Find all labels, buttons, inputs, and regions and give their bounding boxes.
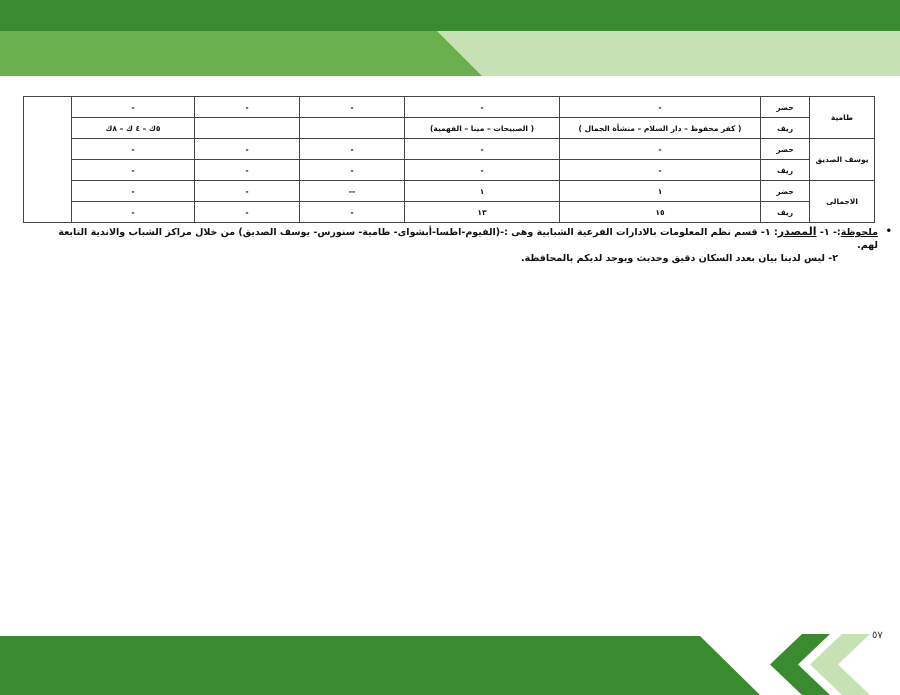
note-line-1 [48,225,878,252]
header-band-dark [0,0,900,31]
table-cell: - [72,202,195,223]
table-cell: - [300,97,405,118]
area-type-cell: ريف [761,118,810,139]
table-cell: - [405,97,560,118]
table-cell: - [300,202,405,223]
footer-band-dark [0,636,760,695]
notes-block [48,225,892,265]
table-cell: ( كفر محفوظ – دار السلام – منشأة الجمال ) [560,118,761,139]
table-cell: - [195,160,300,181]
table-cell: ٥ك – ٤ ك – ٨ك [72,118,195,139]
table-cell: - [560,160,761,181]
table-cell: - [405,160,560,181]
table-cell: -- [300,181,405,202]
table-cell: ١٣ [405,202,560,223]
source-label: المصدر [777,225,817,238]
note-line-2: ٢- ليس لدينا بيان بعدد السكان دقيق وحديث ويوجد لديكم بالمحافظة. [521,253,838,264]
area-type-cell: حضر [761,139,810,160]
table-cell: - [405,139,560,160]
table-cell: - [195,97,300,118]
governorate-cell: يوسف الصديق [810,139,875,181]
table-cell: - [72,181,195,202]
table-row [24,160,875,181]
table-row [24,97,875,118]
note-sep: :- ١- [819,227,841,238]
table-row [24,139,875,160]
table-cell: - [72,139,195,160]
table-row [24,181,875,202]
table-cell: - [300,160,405,181]
table-cell: ١ [560,181,761,202]
table-cell: ١ [405,181,560,202]
governorate-cell: طامية [810,97,875,139]
table-cell: - [560,97,761,118]
table-cell: - [195,202,300,223]
table-row [24,202,875,223]
table-cell: - [195,139,300,160]
note-text-1: : ١- قسم نظم المعلومات بالادارات الفرعية الشبابية وهى :-(الفيوم-اطسا-أبشواى- طامية- سنورس- يوسف الصديق) من خلال مراكز الشباب والاندية التابعة لهم. [58,227,878,251]
table-cell: ( الصبيحات – مينا – الفهمية) [405,118,560,139]
table-cell: - [560,139,761,160]
note-label: ملحوظة [840,227,878,238]
table-cell: - [300,139,405,160]
empty-side-cell [24,97,72,223]
area-type-cell: ريف [761,160,810,181]
note-bullet: • [885,226,892,237]
table-cell [300,118,405,139]
area-type-cell: حضر [761,97,810,118]
table-row [24,118,875,139]
page-number: ٥٧ [872,630,883,641]
table-cell: - [72,160,195,181]
data-table [23,96,875,223]
table-cell: - [72,97,195,118]
table-cell [195,118,300,139]
area-type-cell: حضر [761,181,810,202]
table-cell: - [195,181,300,202]
header-band-light [437,31,900,76]
area-type-cell: ريف [761,202,810,223]
table-cell: ١٥ [560,202,761,223]
governorate-cell: الاجمالى [810,181,875,223]
